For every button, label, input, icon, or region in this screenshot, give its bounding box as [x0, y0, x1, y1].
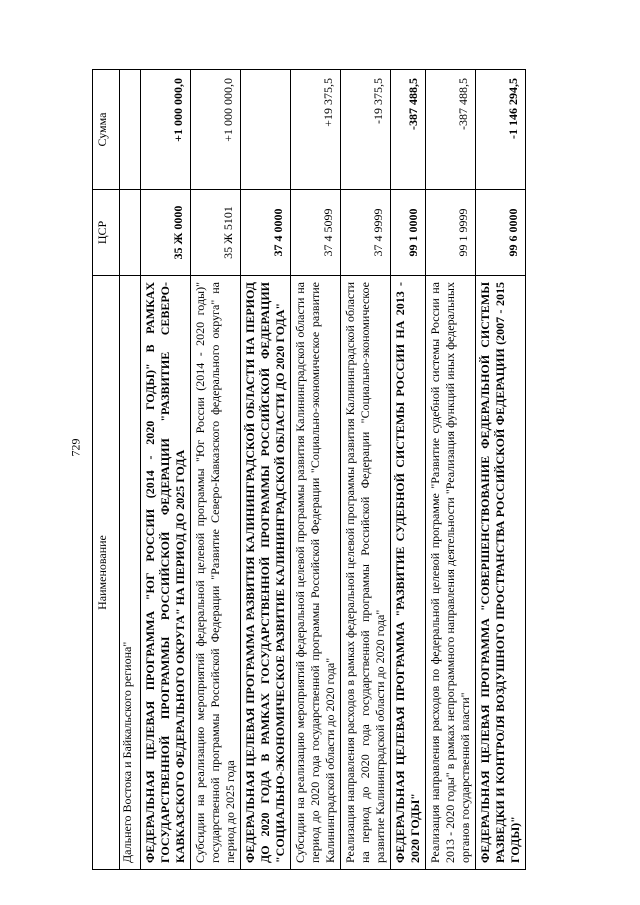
row-sum: -1 146 294,5	[476, 70, 526, 190]
row-name: ФЕДЕРАЛЬНАЯ ЦЕЛЕВАЯ ПРОГРАММА "ЮГ РОССИИ (2014 - 2020 ГОДЫ)" В РАМКАХ ГОСУДАРСТВЕННОЙ ПРОГРАММЫ РОССИЙСКОЙ ФЕДЕРАЦИИ "РАЗВИТИЕ СЕВЕРО-КАВКАЗСКОГО ФЕДЕРАЛЬНОГО ОКРУГА" НА ПЕРИОД ДО 2025 ГОДА	[141, 276, 191, 870]
row-sum	[120, 70, 141, 190]
row-name: ФЕДЕРАЛЬНАЯ ЦЕЛЕВАЯ ПРОГРАММА "РАЗВИТИЕ СУДЕБНОЙ СИСТЕМЫ РОССИИ НА 2013 - 2020 ГОДЫ"	[391, 276, 426, 870]
budget-table	[92, 69, 526, 870]
row-sum	[241, 70, 291, 190]
row-csr: 37 4 0000	[241, 190, 291, 276]
table-row	[476, 70, 526, 870]
row-sum: +19 375,5	[291, 70, 341, 190]
row-csr: 37 4 9999	[341, 190, 391, 276]
row-sum: -387 488,5	[426, 70, 476, 190]
row-name: Реализация направления расходов по федеральной целевой программе "Развитие судебной системы России на 2013 - 2020 годы" в рамках непрограммного направления деятельности "Реализация функций иных федеральных органов государственной власти"	[426, 276, 476, 870]
table-header-row	[93, 70, 120, 870]
row-name: ФЕДЕРАЛЬНАЯ ЦЕЛЕВАЯ ПРОГРАММА "СОВЕРШЕНСТВОВАНИЕ ФЕДЕРАЛЬНОЙ СИСТЕМЫ РАЗВЕДКИ И КОНТРОЛЯ ВОЗДУШНОГО ПРОСТРАНСТВА РОССИЙСКОЙ ФЕДЕРАЦИИ (2007 - 2015 ГОДЫ)"	[476, 276, 526, 870]
table-row	[291, 70, 341, 870]
row-name: ФЕДЕРАЛЬНАЯ ЦЕЛЕВАЯ ПРОГРАММА РАЗВИТИЯ КАЛИНИНГРАДСКОЙ ОБЛАСТИ НА ПЕРИОД ДО 2020 ГОДА В РАМКАХ ГОСУДАРСТВЕННОЙ ПРОГРАММЫ РОССИЙСКОЙ ФЕДЕРАЦИИ "СОЦИАЛЬНО-ЭКОНОМИЧЕСКОЕ РАЗВИТИЕ КАЛИНИНГРАДСКОЙ ОБЛАСТИ ДО 2020 ГОДА"	[241, 276, 291, 870]
table-row	[191, 70, 241, 870]
table-row	[141, 70, 191, 870]
table-row	[341, 70, 391, 870]
page-number: 729	[68, 438, 83, 457]
row-name: Субсидии на реализацию мероприятий федеральной целевой программы "Юг России (2014 - 2020 годы)" государственной программы Российской Федерации "Развитие Северо-Кавказского федерального округа" на период до 2025 года	[191, 276, 241, 870]
row-csr: 35 Ж 0000	[141, 190, 191, 276]
row-sum: -387 488,5	[391, 70, 426, 190]
header-sum: Сумма	[93, 70, 120, 190]
header-name: Наименование	[93, 276, 120, 870]
row-csr: 99 6 0000	[476, 190, 526, 276]
row-csr: 99 1 9999	[426, 190, 476, 276]
row-csr: 37 4 5099	[291, 190, 341, 276]
row-csr: 35 Ж 5101	[191, 190, 241, 276]
header-csr: ЦСР	[93, 190, 120, 276]
row-name: Субсидии на реализацию мероприятий федеральной целевой программы развития Калининградской области на период до 2020 года государственной программы Российской Федерации "Социально-экономическое развитие Калининградской области до 2020 года"	[291, 276, 341, 870]
table-row	[391, 70, 426, 870]
rotated-table-container	[92, 70, 592, 870]
row-sum: +1 000 000,0	[141, 70, 191, 190]
row-csr: 99 1 0000	[391, 190, 426, 276]
table-row	[426, 70, 476, 870]
table-row	[120, 70, 141, 870]
row-name: Реализация направления расходов в рамках федеральной целевой программы развития Калининградской области на период до 2020 года государственной программы Российской Федерации "Социально-экономическое развитие Калининградской области до 2020 года"	[341, 276, 391, 870]
table-row	[241, 70, 291, 870]
row-name: Дальнего Востока и Байкальского региона"	[120, 276, 141, 870]
row-sum: +1 000 000,0	[191, 70, 241, 190]
row-csr	[120, 190, 141, 276]
row-sum: -19 375,5	[341, 70, 391, 190]
